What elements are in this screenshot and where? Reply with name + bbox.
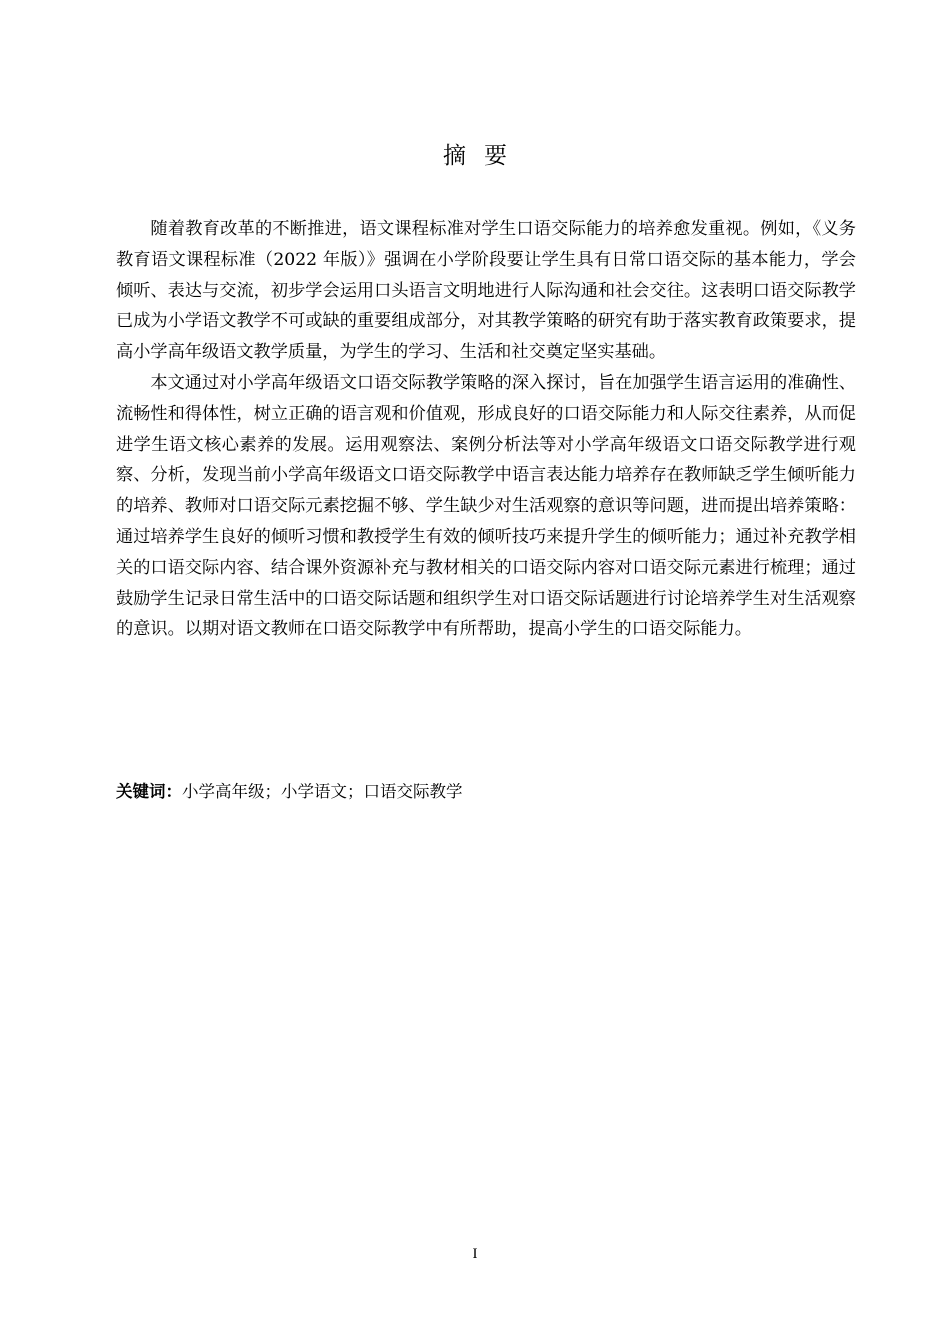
keywords-value: 小学高年级；小学语文；口语交际教学 (182, 782, 463, 801)
abstract-paragraph-1: 随着教育改革的不断推进，语文课程标准对学生口语交际能力的培养愈发重视。例如，《义务教育语文课程标准（2022 年版）》强调在小学阶段要让学生具有日常口语交际的基本能力，学会倾听、表达与交流，初步学会运用口头语言文明地进行人际沟通和社会交往。这表明口语交际教学已成为小学语文教学不可或缺的重要组成部分，对其教学策略的研究有助于落实教育政策要求，提高小学高年级语文教学质量，为学生的学习、生活和社交奠定坚实基础。 (116, 219, 856, 363)
keywords-line (116, 778, 856, 806)
abstract-paragraph-2: 本文通过对小学高年级语文口语交际教学策略的深入探讨，旨在加强学生语言运用的准确性、流畅性和得体性，树立正确的语言观和价值观，形成良好的口语交际能力和人际交往素养，从而促进学生语文核心素养的发展。运用观察法、案例分析法等对小学高年级语文口语交际教学进行观察、分析，发现当前小学高年级语文口语交际教学中语言表达能力培养存在教师缺乏学生倾听能力的培养、教师对口语交际元素挖掘不够、学生缺少对生活观察的意识等问题，进而提出培养策略：通过培养学生良好的倾听习惯和教授学生有效的倾听技巧来提升学生的倾听能力；通过补充教学相关的口语交际内容、结合课外资源补充与教材相关的口语交际内容对口语交际元素进行梳理；通过鼓励学生记录日常生活中的口语交际话题和组织学生对口语交际话题进行讨论培养学生对生活观察的意识。以期对语文教师在口语交际教学中有所帮助，提高小学生的口语交际能力。 (116, 372, 856, 640)
abstract-body (116, 214, 856, 645)
keywords-label: 关键词： (116, 782, 182, 801)
abstract-title: 摘要 (443, 143, 525, 170)
page-number: I (472, 1246, 478, 1262)
